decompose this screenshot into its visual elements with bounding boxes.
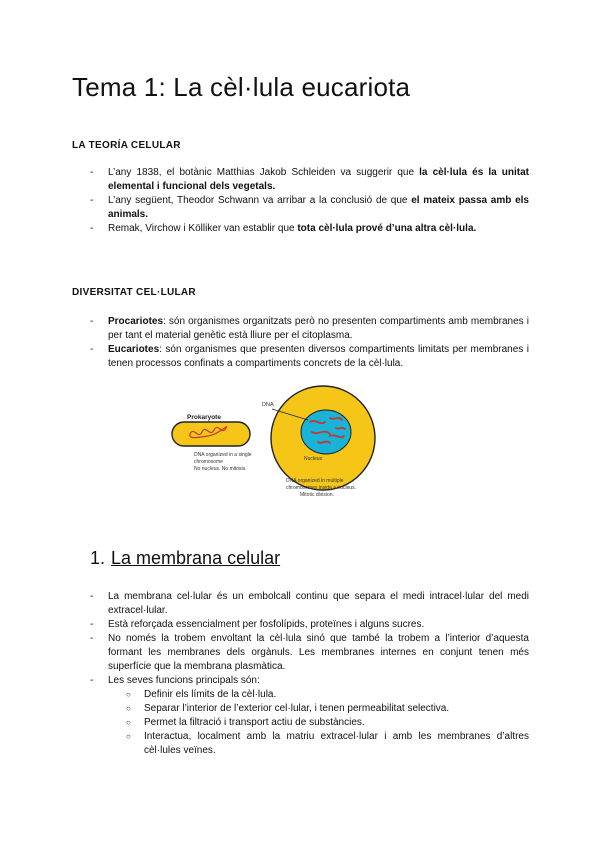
eukaryote-caption-line: DNA organized in multiple [286, 478, 344, 484]
list-item: - No només la trobem envoltant la cèl·lula sinó que també la trobem a l’interior d’aquesta formant les membranes dels orgànuls. Les membranes internes en conjunt tenen més superfície que la membrana plasmàtica. [72, 632, 529, 674]
teoria-list [72, 166, 529, 236]
prokaryote-caption-line: chromosome [194, 459, 223, 465]
list-item: - Està reforçada essencialment per fosfolípids, proteïnes i alguns sucres. [72, 618, 529, 632]
list-item: - Procariotes: són organismes organitzats però no presenten compartiments amb membranes i per tant el material genètic està lliure per el citoplasma. [72, 315, 529, 343]
functions-list [108, 688, 529, 758]
function-item: ○ Separar l’interior de l’exterior cel·lular, i tenen permeabilitat selectiva. [108, 702, 529, 716]
list-item: - L’any 1838, el botànic Matthias Jakob Schleiden va suggerir que la cèl·lula és la unitat elemental i funcional dels vegetals. [72, 166, 529, 194]
prokaryote-cell [172, 422, 250, 446]
membrana-list [72, 590, 529, 758]
prokaryote-caption-line: DNA organized in a single [194, 452, 252, 458]
cell-comparison-figure [160, 382, 400, 507]
section-heading-diversitat: DIVERSITAT CEL·LULAR [72, 287, 196, 298]
dna-label: DNA [262, 402, 274, 408]
prokaryote-caption-line: No nucleus. No mitosis. [194, 466, 247, 472]
prokaryote-label: Prokaryote [187, 414, 221, 421]
list-item: - La membrana cel·lular és un embolcall continu que separa el medi intracel·lular del medi extracel·lular. [72, 590, 529, 618]
list-item: - Remak, Virchow i Kölliker van establir que tota cèl·lula prové d’una altra cèl·lula. [72, 222, 529, 236]
eukaryote-caption-line: chromosomes inside a nucleus. [286, 485, 357, 491]
list-item: - Les seves funcions principals són: ○ Definir els límits de la cèl·lula. ○ Separar l’interior de l’exterior cel·lular, i tenen permeabilitat selectiva. ○ Permet la filtració i transport actiu de substàncies. ○ Interactua, localment amb la matriu extracel·lular i amb les membranes d’altres cèl·lules veïnes. [72, 674, 529, 758]
section-heading-membrana: 1. La membrana celular [90, 548, 281, 568]
function-item: ○ Interactua, localment amb la matriu extracel·lular i amb les membranes d’altres cèl·lules veïnes. [108, 730, 529, 758]
list-item: - L’any següent, Theodor Schwann va arribar a la conclusió de que el mateix passa amb els animals. [72, 194, 529, 222]
section-heading-teoria: LA TEORÍA CELULAR [72, 140, 181, 151]
list-item: - Eucariotes: són organismes que presenten diversos compartiments limitats per membranes i tenen processos confinats a compartiments concrets de la cèl·lula. [72, 343, 529, 371]
diversitat-list [72, 315, 529, 371]
eukaryote-caption-line: Mitotic division. [300, 492, 334, 498]
function-item: ○ Definir els límits de la cèl·lula. [108, 688, 529, 702]
page-title: Tema 1: La cèl·lula eucariota [72, 72, 411, 102]
function-item: ○ Permet la filtració i transport actiu de substàncies. [108, 716, 529, 730]
nucleus-label: Nucleus [304, 456, 323, 462]
